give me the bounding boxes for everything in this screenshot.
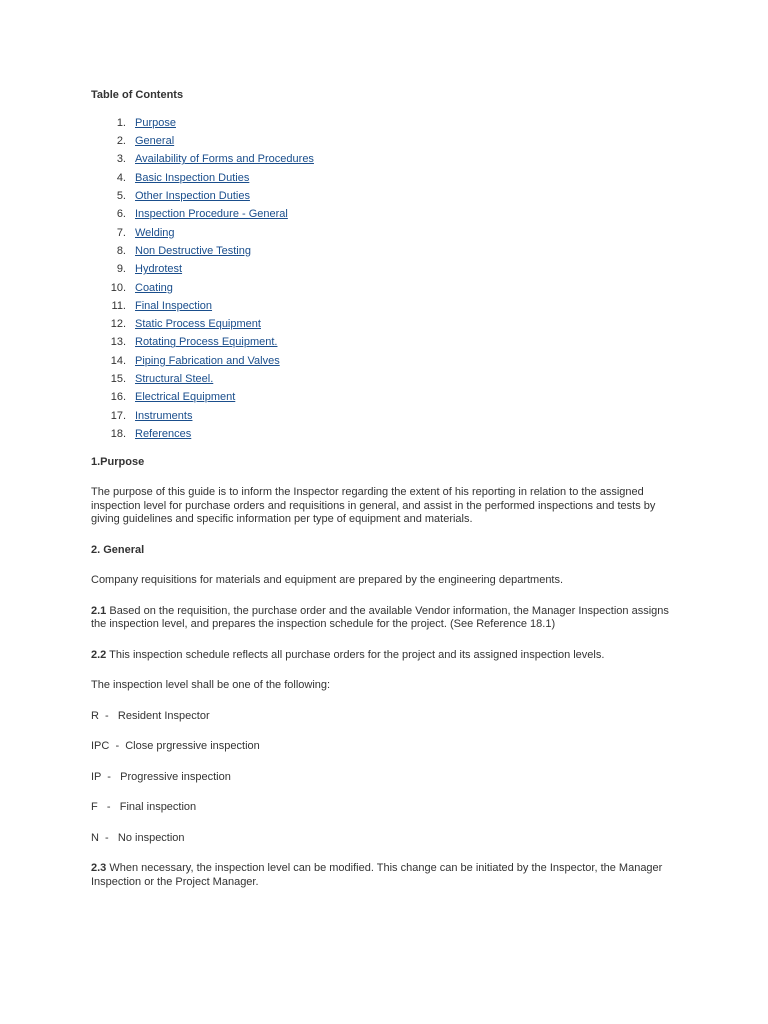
toc-link-static-process-equipment[interactable]: Static Process Equipment [135,318,261,331]
toc-item [91,371,681,389]
inspection-level-list [91,710,681,846]
toc-link-structural-steel[interactable]: Structural Steel. [135,373,214,386]
toc-number: 13. [110,336,126,349]
levels-intro-paragraph: The inspection level shall be one of the following: [91,679,331,692]
toc-number: 16. [110,391,126,404]
toc-number: 15. [110,373,126,386]
toc-number: 2. [116,135,126,148]
toc-number: 6. [116,208,126,221]
section-2-1-paragraph [91,605,681,632]
toc-number: 4. [116,171,126,184]
toc-list [91,115,681,444]
purpose-paragraph: The purpose of this guide is to inform the Inspector regarding the extent of his reporting in relation to the assigned inspection level for purchase orders and requisitions in general, and assist in the performed inspections and tests by giving guidelines and specific information per type of equipment and materials. [91,486,656,526]
inspection-level-item [91,710,681,724]
toc-item [91,316,681,334]
level-description: Progressive inspection [120,770,231,783]
level-description: Final inspection [119,801,197,814]
inspection-level-item [91,801,681,815]
toc-link-basic-inspection-duties[interactable]: Basic Inspection Duties [135,171,250,184]
level-description: Resident Inspector [117,709,210,722]
toc-item [91,133,681,151]
document-page [91,89,681,906]
toc-item [91,206,681,224]
level-code: F - [91,801,120,814]
section-number: 2.3 [91,862,107,875]
section-2-3-paragraph [91,862,681,889]
general-intro-paragraph: Company requisitions for materials and equipment are prepared by the engineering departments. [91,574,564,587]
toc-link-purpose[interactable]: Purpose [135,116,176,129]
inspection-level-item [91,832,681,846]
toc-link-other-inspection-duties[interactable]: Other Inspection Duties [135,190,250,203]
toc-item [91,352,681,370]
toc-item [91,389,681,407]
toc-link-inspection-procedure[interactable]: Inspection Procedure - General [135,208,288,221]
toc-item [91,261,681,279]
toc-number: 7. [116,226,126,239]
toc-link-coating[interactable]: Coating [135,281,173,294]
toc-link-welding[interactable]: Welding [135,226,175,239]
section-number: 2.2 [91,648,107,661]
level-description: No inspection [117,831,185,844]
toc-link-final-inspection[interactable]: Final Inspection [135,299,213,312]
toc-link-availability-of-forms[interactable]: Availability of Forms and Procedures [135,153,314,166]
toc-item [91,297,681,315]
toc-number: 9. [116,263,126,276]
toc-number: 10. [110,281,126,294]
toc-item [91,115,681,133]
toc-link-rotating-process-equipment[interactable]: Rotating Process Equipment. [135,336,278,349]
toc-number: 14. [110,354,126,367]
toc-link-general[interactable]: General [135,135,175,148]
toc-link-references[interactable]: References [135,427,192,440]
section-2-1-text: Based on the requisition, the purchase order and the available Vendor information, the Manager Inspection assigns the inspection level, and prepares the inspection schedule for the project. (See Reference 18.1) [91,604,669,631]
level-code: IP - [91,770,121,783]
toc-item [91,188,681,206]
toc-number: 17. [110,409,126,422]
toc-number: 8. [116,244,126,257]
inspection-level-item [91,771,681,785]
toc-link-instruments[interactable]: Instruments [135,409,193,422]
toc-item [91,407,681,425]
toc-item [91,224,681,242]
level-code: IPC - [91,740,126,753]
toc-item [91,169,681,187]
toc-link-electrical-equipment[interactable]: Electrical Equipment [135,391,236,404]
toc-number: 18. [110,427,126,440]
toc-item [91,151,681,169]
toc-link-piping-fabrication[interactable]: Piping Fabrication and Valves [135,354,280,367]
toc-item [91,334,681,352]
section-2-2-paragraph [91,649,681,663]
toc-number: 3. [116,153,126,166]
level-code: R - [91,709,118,722]
purpose-heading: 1.Purpose [91,455,145,468]
section-number: 2.1 [91,604,107,617]
toc-number: 11. [111,299,126,312]
toc-item [91,243,681,261]
section-2-3-text: When necessary, the inspection level can be modified. This change can be initiated by the Inspector, the Manager Inspection or the Project Manager. [91,862,663,888]
toc-number: 12. [110,318,126,331]
section-2-2-text: This inspection schedule reflects all purchase orders for the project and its assigned inspection levels. [106,648,605,661]
toc-link-hydrotest[interactable]: Hydrotest [135,263,183,276]
toc-number: 5. [116,190,126,203]
toc-title: Table of Contents [91,89,184,101]
toc-link-non-destructive-testing[interactable]: Non Destructive Testing [135,244,251,257]
general-heading: 2. General [91,543,145,556]
inspection-level-item [91,740,681,754]
level-description: Close prgressive inspection [125,740,260,753]
level-code: N - [91,831,118,844]
toc-item [91,426,681,444]
toc-number: 1. [116,116,126,129]
toc-item [91,279,681,297]
